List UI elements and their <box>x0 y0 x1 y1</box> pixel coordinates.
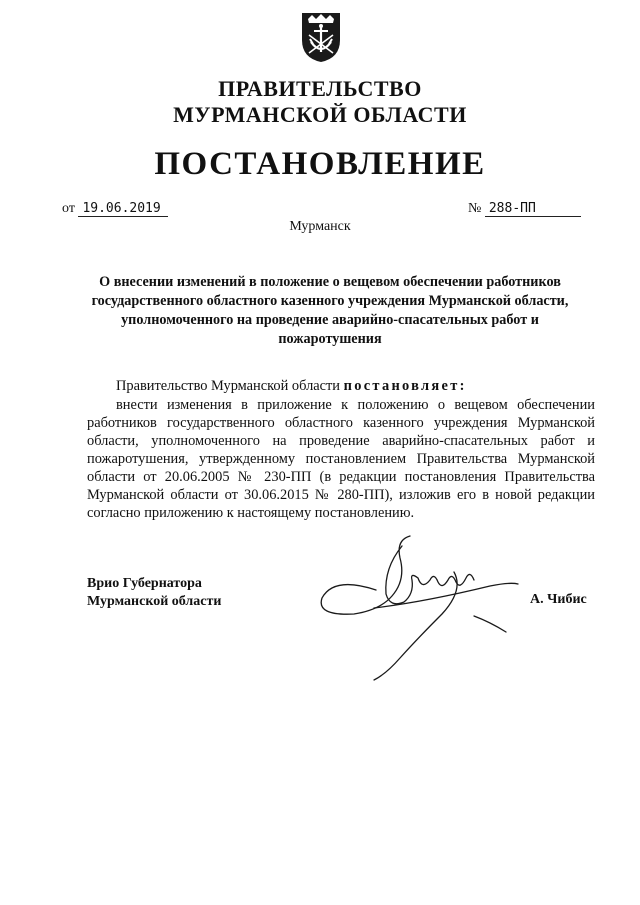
signatory-title-line1: Врио Губернатора <box>87 576 202 591</box>
coat-of-arms-icon <box>299 10 343 64</box>
document-subject: О внесении изменений в положение о вещевом обеспечении работников государственного областного казенного учреждения Мурманской области, уполномоченного на проведение аварийно-спасательных работ и пожаротушения <box>91 274 569 347</box>
lead-line <box>116 378 467 395</box>
organization-name: ПРАВИТЕЛЬСТВО <box>218 76 422 101</box>
number-value: 288-ПП <box>485 202 581 217</box>
document-date <box>62 201 168 217</box>
document-type-title: ПОСТАНОВЛЕНИЕ <box>154 146 486 182</box>
city-name: Мурманск <box>289 219 351 234</box>
date-value: 19.06.2019 <box>78 202 168 217</box>
signatory-title-line2: Мурманской области <box>87 594 222 609</box>
body-paragraph: внести изменения в приложение к положению о вещевом обеспечении работников государственного областного казенного учреждения Мурманской области, уполномоченного на проведение аварийно-спасательных работ и пожаротушения, утвержденному постановлением Правительства Мурманской области от 20.06.2005 № 230-ПП (в редакции постановления Правительства Мурманской области от 30.06.2015 № 280-ПП), изложив его в новой редакции согласно приложению к настоящему постановлению. <box>87 397 595 521</box>
organization-region: МУРМАНСКОЙ ОБЛАСТИ <box>173 102 467 127</box>
signatory-title <box>87 575 221 611</box>
date-prefix: от <box>62 201 75 216</box>
document-number <box>468 201 581 217</box>
number-prefix: № <box>468 201 482 216</box>
lead-action: постановляет: <box>343 378 467 394</box>
signature-icon <box>314 528 524 690</box>
lead-text: Правительство Мурманской области <box>116 378 341 394</box>
signatory-name: А. Чибис <box>530 592 587 607</box>
